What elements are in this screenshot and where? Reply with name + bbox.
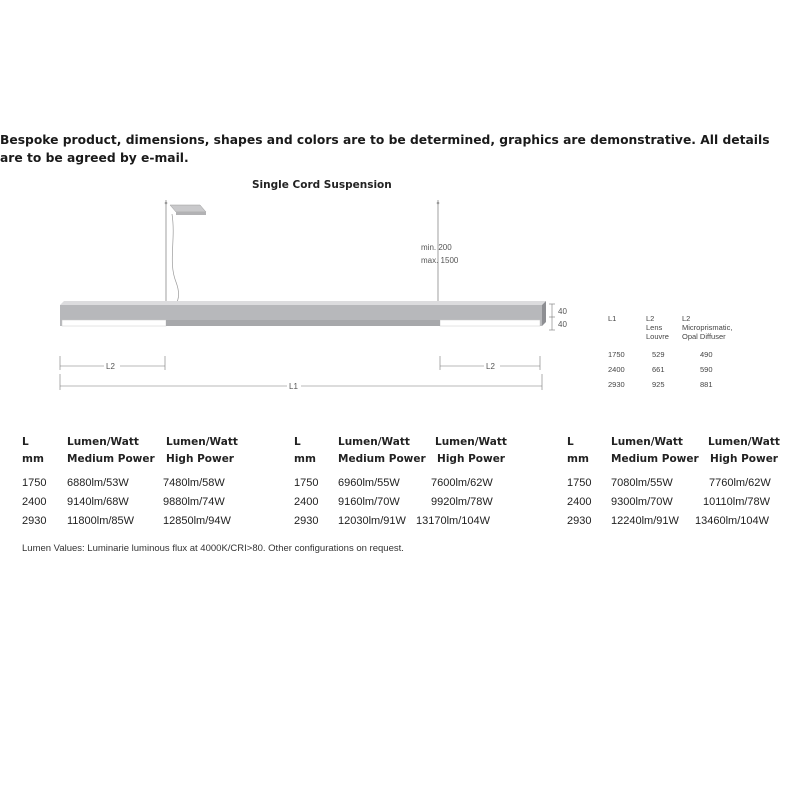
l2-table-cell: 590 bbox=[700, 365, 713, 374]
luminaire-end bbox=[542, 301, 546, 326]
l2-table-header-diffuser: L2 Microprismatic, Opal Diffuser bbox=[682, 314, 733, 341]
l2-right-label: L2 bbox=[486, 362, 495, 371]
canopy-front bbox=[176, 212, 206, 215]
drawing-title: Single Cord Suspension bbox=[252, 179, 392, 191]
table-cell: 9140lm/68W bbox=[67, 496, 129, 508]
table-cell: 9160lm/70W bbox=[338, 496, 400, 508]
power-cord bbox=[172, 214, 179, 306]
height-bottom-label: 40 bbox=[558, 320, 567, 329]
table-cell: 1750 bbox=[294, 477, 319, 489]
column-header-medium-power: Lumen/Watt Medium Power bbox=[611, 436, 699, 465]
column-header-length: L mm bbox=[22, 436, 44, 465]
lens-left bbox=[62, 320, 166, 326]
table-cell: 2400 bbox=[567, 496, 592, 508]
disclaimer-text: Bespoke product, dimensions, shapes and colors are to be determined, graphics are demonstrative. All details are to be agreed by e-mail. bbox=[0, 133, 770, 165]
table-cell: 7080lm/55W bbox=[611, 477, 673, 489]
lens-right bbox=[440, 320, 540, 326]
table-cell: 11800lm/85W bbox=[67, 515, 135, 527]
table-cell: 2400 bbox=[294, 496, 319, 508]
footnote: Lumen Values: Luminarie luminous flux at 4000K/CRI>80. Other configurations on request. bbox=[22, 543, 404, 554]
table-cell: 13170lm/104W bbox=[416, 515, 490, 527]
table-cell: 12030lm/91W bbox=[338, 515, 406, 527]
mid-section bbox=[166, 320, 440, 326]
table-cell: 12850lm/94W bbox=[163, 515, 231, 527]
column-header-high-power: Lumen/Watt High Power bbox=[435, 436, 507, 465]
table-cell: 9920lm/78W bbox=[431, 496, 493, 508]
l2-table-cell: 881 bbox=[700, 380, 713, 389]
table-cell: 7600lm/62W bbox=[431, 477, 493, 489]
ceiling-canopy bbox=[170, 205, 206, 212]
table-cell: 1750 bbox=[22, 477, 47, 489]
l2-table-cell: 661 bbox=[652, 365, 665, 374]
suspension-min-label: min. 200 bbox=[421, 243, 452, 252]
l2-table-cell: 529 bbox=[652, 350, 665, 359]
table-cell: 2930 bbox=[22, 515, 47, 527]
l2-table-cell: 925 bbox=[652, 380, 665, 389]
column-header-length: L mm bbox=[294, 436, 316, 465]
table-cell: 13460lm/104W bbox=[695, 515, 769, 527]
table-cell: 6960lm/55W bbox=[338, 477, 400, 489]
l1-label: L1 bbox=[289, 382, 298, 391]
table-cell: 6880lm/53W bbox=[67, 477, 129, 489]
l2-table-header-lens: L2 Lens Louvre bbox=[646, 314, 669, 341]
suspension-max-label: max. 1500 bbox=[421, 256, 459, 265]
l2-table-cell: 2930 bbox=[608, 380, 625, 389]
height-top-label: 40 bbox=[558, 307, 567, 316]
table-cell: 1750 bbox=[567, 477, 592, 489]
table-cell: 2400 bbox=[22, 496, 47, 508]
column-header-length: L mm bbox=[567, 436, 589, 465]
column-header-medium-power: Lumen/Watt Medium Power bbox=[338, 436, 426, 465]
l2-left-label: L2 bbox=[106, 362, 115, 371]
table-cell: 2930 bbox=[567, 515, 592, 527]
column-header-high-power: Lumen/Watt High Power bbox=[166, 436, 238, 465]
column-header-medium-power: Lumen/Watt Medium Power bbox=[67, 436, 155, 465]
table-cell: 2930 bbox=[294, 515, 319, 527]
table-cell: 7760lm/62W bbox=[709, 477, 771, 489]
table-cell: 10110lm/78W bbox=[703, 496, 771, 508]
l2-table-cell: 1750 bbox=[608, 350, 625, 359]
table-cell: 12240lm/91W bbox=[611, 515, 679, 527]
table-cell: 9300lm/70W bbox=[611, 496, 673, 508]
column-header-high-power: Lumen/Watt High Power bbox=[708, 436, 780, 465]
l2-table-header-l1: L1 bbox=[608, 314, 617, 323]
luminaire-top bbox=[60, 301, 546, 305]
l2-table-cell: 490 bbox=[700, 350, 713, 359]
luminaire-drawing bbox=[0, 190, 600, 400]
table-cell: 7480lm/58W bbox=[163, 477, 225, 489]
table-cell: 9880lm/74W bbox=[163, 496, 225, 508]
l2-table-cell: 2400 bbox=[608, 365, 625, 374]
